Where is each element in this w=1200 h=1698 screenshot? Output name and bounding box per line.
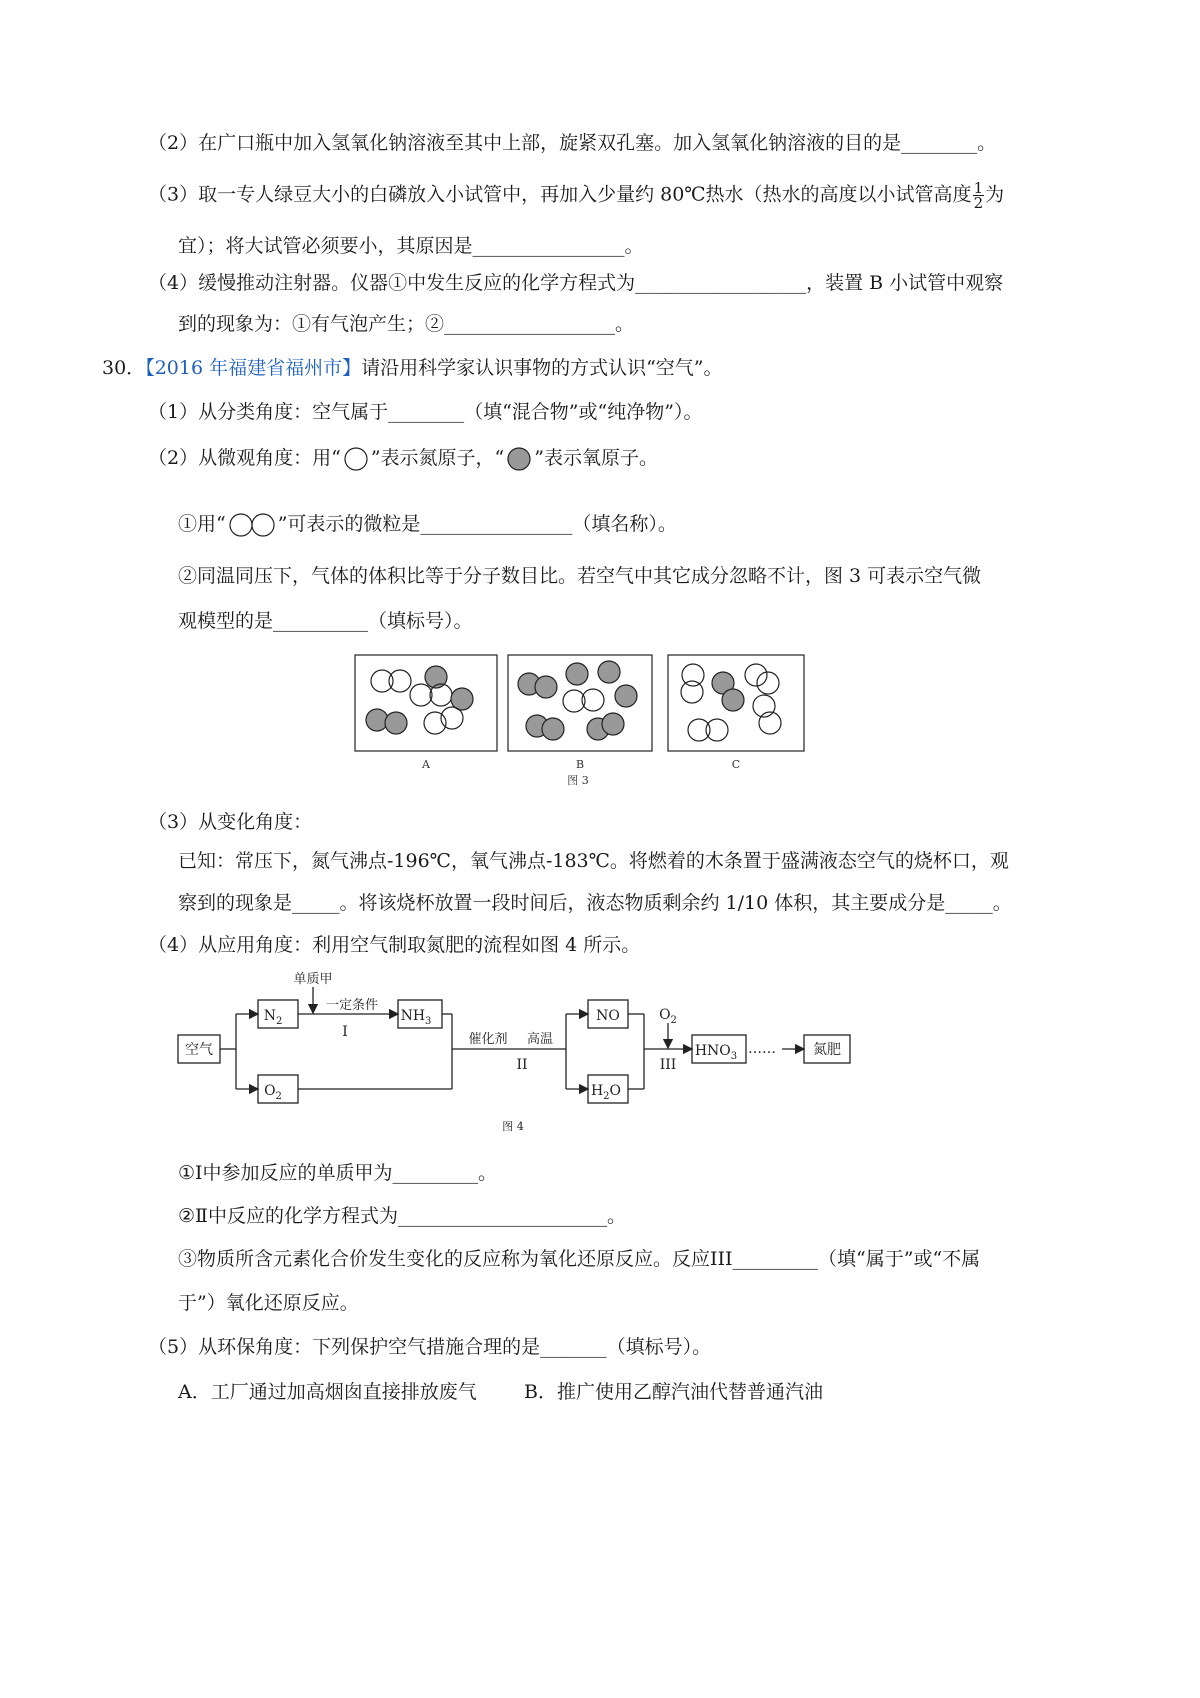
figure-4-flowchart bbox=[170, 965, 870, 1140]
question-stem: 请沿用科学家认识事物的方式认识“空气”。 bbox=[361, 357, 723, 379]
model-c-box bbox=[668, 655, 804, 771]
no-label: NO bbox=[596, 1008, 620, 1024]
option-a: A．工厂通过加高烟囱直接排放废气 bbox=[178, 1381, 477, 1403]
q30-part4-1: ①Ⅰ中参加反应的单质甲为_________。 bbox=[178, 1162, 498, 1184]
q30-part4-2: ②Ⅱ中反应的化学方程式为______________________。 bbox=[178, 1205, 626, 1227]
fraction-one-half: $\frac{1}{2}$ bbox=[973, 179, 984, 212]
oxygen-atom-icon bbox=[504, 446, 534, 472]
q30-part3-title: （3）从变化角度： bbox=[148, 811, 313, 833]
q30-part2-2: ②同温同压下，气体的体积比等于分子数目比。若空气中其它成分忽略不计，图 3 可表示空气微 bbox=[178, 565, 982, 587]
nh3-label: $NH_3$ bbox=[400, 1008, 432, 1027]
hno3-label: $HNO_3$ bbox=[694, 1043, 738, 1062]
q29-part4-cont: 到的现象为：①有气泡产生；②__________________。 bbox=[178, 313, 635, 335]
figure-3-caption: 图 3 bbox=[567, 774, 589, 787]
model-c-label: C bbox=[731, 758, 741, 771]
q29-part3-end: 为 bbox=[985, 183, 1005, 206]
q30-part4-3: ③物质所含元素化合价发生变化的反应称为氧化还原反应。反应III_________（填“属于”或“不属 bbox=[178, 1248, 981, 1270]
q30-part3-text: 已知：常压下，氮气沸点-196℃，氧气沸点-183℃。将燃着的木条置于盛满液态空气的烧杯口，观 bbox=[178, 850, 1009, 872]
question-source-link[interactable]: 【2016 年福建省福州市】 bbox=[145, 357, 362, 379]
high-temp-label: 高温 bbox=[526, 1032, 554, 1047]
o2-label: $O_2$ bbox=[264, 1083, 282, 1102]
q30-part2: （2）从微观角度：用“ ”表示氮原子，“ ”表示氧原子。 bbox=[148, 445, 658, 472]
question-number: 30． bbox=[102, 357, 146, 379]
nitrogen-atom-icon bbox=[341, 446, 371, 472]
oxygen-input-label: $O_2$ bbox=[659, 1007, 677, 1026]
q30-part4-title: （4）从应用角度：利用空气制取氮肥的流程如图 4 所示。 bbox=[148, 934, 641, 956]
q30-heading bbox=[102, 355, 723, 381]
q30-part2-1: ①用“ ”可表示的微粒是________________（填名称）。 bbox=[178, 511, 677, 538]
step-1-label: I bbox=[342, 1024, 348, 1040]
fertilizer-label: 氮肥 bbox=[813, 1042, 841, 1058]
q29-part3 bbox=[148, 181, 1004, 210]
model-b-box bbox=[508, 655, 652, 771]
model-a-label: A bbox=[422, 758, 430, 771]
nitrogen-molecule-icon bbox=[226, 512, 278, 538]
step-2-label: II bbox=[516, 1057, 528, 1073]
n2-label: $N_2$ bbox=[263, 1008, 283, 1027]
q30-part2-2-cont: 观模型的是__________（填标号）。 bbox=[178, 610, 473, 632]
catalyst-label: 催化剂 bbox=[468, 1032, 508, 1047]
certain-conditions-label: 一定条件 bbox=[325, 998, 379, 1013]
dots-label: …… bbox=[748, 1041, 776, 1057]
q30-part3-cont: 察到的现象是_____。将该烧杯放置一段时间后，液态物质剩余约 1/10 体积，其主要成分是_____。 bbox=[178, 892, 1012, 914]
q30-part1: （1）从分类角度：空气属于________（填“混合物”或“纯净物”）。 bbox=[148, 401, 703, 423]
q29-part4: （4）缓慢推动注射器。仪器①中发生反应的化学方程式为__________________，装置 B 小试管中观察 bbox=[148, 272, 1004, 294]
elemental-a-label: 单质甲 bbox=[293, 972, 333, 987]
h2o-label: $H_2O$ bbox=[590, 1083, 622, 1102]
q30-part4-3-cont: 于”）氧化还原反应。 bbox=[178, 1292, 359, 1314]
q29-part2: （2）在广口瓶中加入氢氧化钠溶液至其中上部，旋紧双孔塞。加入氢氧化钠溶液的目的是________。 bbox=[148, 132, 997, 154]
figure-4-caption: 图 4 bbox=[502, 1120, 524, 1133]
q29-part3-cont: 宜）；将大试管必须要小，其原因是________________。 bbox=[178, 235, 644, 257]
option-b: B．推广使用乙醇汽油代替普通汽油 bbox=[524, 1381, 823, 1403]
air-label: 空气 bbox=[185, 1042, 213, 1058]
model-b-label: B bbox=[575, 758, 585, 771]
q30-part5: （5）从环保角度：下列保护空气措施合理的是_______（填标号）。 bbox=[148, 1336, 712, 1358]
q29-part3-text: （3）取一专人绿豆大小的白磷放入小试管中，再加入少量约 80℃热水（热水的高度以小试管高度 bbox=[148, 183, 972, 206]
model-a-box bbox=[355, 655, 497, 771]
figure-3-particle-models bbox=[350, 650, 810, 790]
step-3-label: III bbox=[659, 1057, 677, 1073]
